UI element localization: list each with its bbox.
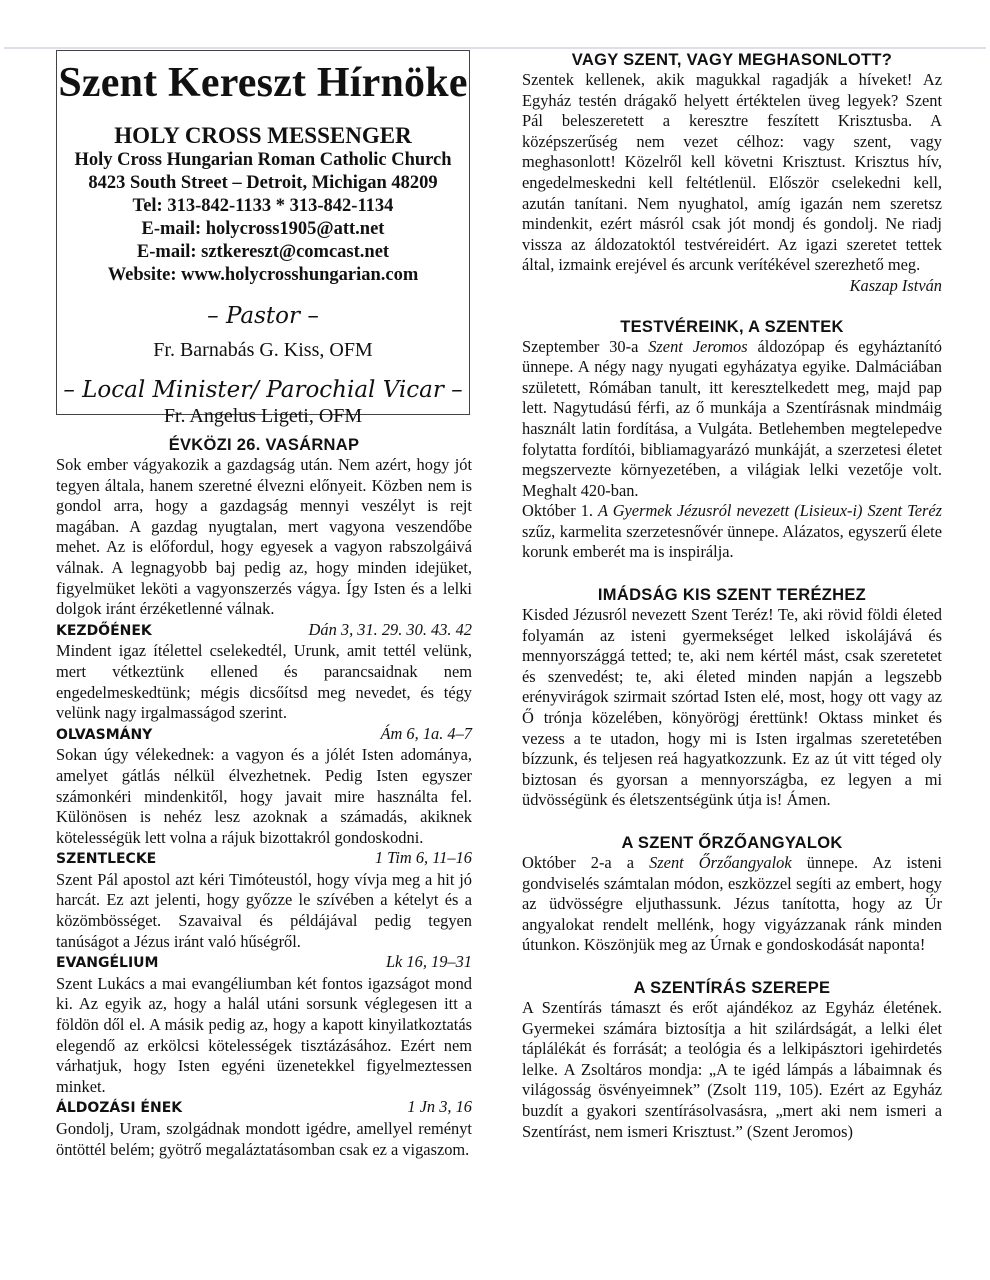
reading-item bbox=[56, 620, 472, 724]
masthead-box bbox=[56, 50, 470, 427]
brothers-paragraph-1: Szeptember 30-a Szent Jeromos áldozópap és egyháztanító ünnepe. A négy nagy nyugati egyházatya egyike. Dalmáciában született, Rómában tanult, itt keresztelkedett meg, majd pap lett. Nagytudású férfi, az ő munkája a Szentírásnak mindmáig használt latin fordítása, a Vulgáta. Betlehemben megtelepedve folytatta fordítói, bibliamagyarázó munkáját, a szerzetesi életet megszervezte környezetében, a világiak lelki vezetője volt. Meghalt 420-ban. bbox=[522, 336, 943, 500]
church-name: Holy Cross Hungarian Roman Catholic Church bbox=[74, 150, 452, 170]
reading-text: Szent Lukács a mai evangéliumban két fontos igazságot mond ki. Az egyik az, hogy a halál utáni sorsunk véglegesen itt a földön dől el. A másik pedig az, hogy a kapott kinyilatkoztatás elegendő az erkölcsi kötelességek tisztázásához. Ezért nem várhatjuk, hogy Isten egyéni üzenetekkel figyelmeztessen minket. bbox=[56, 973, 472, 1096]
reading-label: SZENTLECKE bbox=[56, 851, 157, 868]
reading-item bbox=[56, 724, 472, 849]
sunday-text: Sok ember vágyakozik a gazdagság után. Nem azért, hogy jót tegyen általa, hanem szeretné élvezni előnyeit. Közben nem is gondol arra, hogy a gazdagság mennyi veszélyt is rejt magában. A gazdag nyugtalan, mert vagyona veszendőbe mehet. Az is előfordul, hogy egyesek a vagyon rabszolgáivá válnak. A legnagyobb baj pedig az, hogy minden idejüket, figyelmüket leköti a vagyonszerzés vágya. Így Isten és a lelki dolgok iránt érzéketlenné válnak. bbox=[56, 455, 472, 619]
scripture-heading: A SZENTÍRÁS SZEREPE bbox=[633, 978, 831, 997]
right-column bbox=[522, 50, 942, 1142]
pastor-role: – Pastor – bbox=[207, 303, 319, 329]
reading-text: Szent Pál apostol azt kéri Timóteustól, hogy vívja meg a hit jó harcát. Ez azt jelenti, hogy győzze le szívében a kételyt és a közömbösséget. Szavaival és példájával pedig tegyen tanúságot a Jézus iránt való hűségről. bbox=[56, 869, 472, 951]
top-divider bbox=[4, 47, 986, 49]
reading-text: Sokan úgy vélekednek: a vagyon és a jólét Isten adománya, amelyet gátlás nélkül élvezhetnek. Pedig Isten egyszer számonkéri mindenkitől, hogy javait mire használta fel. Különösen is nehéz lesz azoknak a számadás, akiknek kötelességük lett volna a rájuk bizottakról gondoskodni. bbox=[56, 745, 472, 847]
prayer-section bbox=[522, 585, 942, 811]
saint-section bbox=[522, 50, 942, 297]
angels-section bbox=[522, 833, 942, 956]
reading-reference: Ám 6, 1a. 4–7 bbox=[380, 723, 472, 743]
church-email-1: E-mail: holycross1905@att.net bbox=[141, 219, 385, 239]
reading-reference: Lk 16, 19–31 bbox=[385, 952, 472, 972]
sunday-heading: ÉVKÖZI 26. VASÁRNAP bbox=[168, 436, 360, 454]
saint-heading: VAGY SZENT, VAGY MEGHASONLOTT? bbox=[571, 51, 893, 69]
church-address: 8423 South Street – Detroit, Michigan 48209 bbox=[88, 173, 438, 193]
reading-item bbox=[56, 952, 472, 1097]
angels-text: Október 2-a a Szent Őrzőangyalok ünnepe. Az isteni gondviselés számtalan módon, eszközzel segíti az embert, hogy az üdvösségre eljuthassunk. Jézus tanította, hogy az Úr angyalokat rendelt mellénk, hogy vigyázzanak ránk minden útunkon. Köszönjük meg az Úrnak e gondoskodását naponta! bbox=[522, 853, 942, 955]
church-email-2: E-mail: sztkereszt@comcast.net bbox=[136, 242, 390, 262]
left-column bbox=[56, 50, 472, 1160]
church-website: Website: www.holycrosshungarian.com bbox=[107, 265, 419, 285]
reading-text: Mindent igaz ítélettel cselekedtél, Urunk, amit tettél velünk, mert vétkeztünk ellened és parancsaidnak nem engedelmeskedtünk; mégis dicsőítsd meg nevedet, és tégy velünk nagy irgalmasságod szerint. bbox=[56, 641, 472, 723]
vicar-name: Fr. Angelus Ligeti, OFM bbox=[163, 405, 363, 427]
newsletter-title: Szent Kereszt Hírnöke bbox=[58, 60, 468, 106]
pastor-name: Fr. Barnabás G. Kiss, OFM bbox=[153, 339, 373, 361]
reading-item bbox=[56, 1097, 472, 1160]
newsletter-subtitle: HOLY CROSS MESSENGER bbox=[114, 123, 412, 148]
saint-text: Szentek kellenek, akik magukkal ragadják a híveket! Az Egyház testén drágakő helyett értéktelen üveg legyek? Szent Pál beleszeretett a keresztre feszített Krisztusba. A középszerűség nem vezet célhoz: vagy szent, vagy meghasonlott! Közelről kell követni Krisztust. Krisztus hív, engedelmeskedni kell feltétlenül. Először cselekedni kell, azután tanítani. Nem nyughatol, amíg igazán nem szeretsz mindenkit, ezért másról csak jót mondj és gondolj. Ne riadj vissza az áldozatoktól testvéreidért. Az igazi szeretet tettek által, izmaink erejével és arcunk verítékével szerezhető meg. bbox=[522, 70, 942, 275]
reading-label: KEZDŐÉNEK bbox=[56, 622, 152, 639]
reading-reference: 1 Jn 3, 16 bbox=[407, 1097, 472, 1117]
brothers-section bbox=[522, 317, 942, 564]
reading-label: ÁLDOZÁSI ÉNEK bbox=[56, 1100, 183, 1117]
reading-label: OLVASMÁNY bbox=[56, 726, 153, 743]
brothers-paragraph-2: Október 1. A Gyermek Jézusról nevezett (Lisieux-i) Szent Teréz szűz, karmelita szerzetesnővér ünnepe. Alázatos, egyszerű élete korunk emberét ma is inspirálja. bbox=[522, 501, 942, 562]
scripture-section bbox=[522, 978, 942, 1142]
readings-list bbox=[56, 620, 472, 1160]
reading-reference: 1 Tim 6, 11–16 bbox=[374, 848, 472, 868]
reading-item bbox=[56, 848, 472, 952]
church-phone: Tel: 313-842-1133 * 313-842-1134 bbox=[132, 196, 394, 216]
prayer-text: Kisded Jézusról nevezett Szent Teréz! Te, aki rövid földi életed folyamán az isteni gyermekséget lelked iskolájává és mennyországgá tetted; te, aki nem kértél mást, csak szeretetet és szenvedést; te, aki életed minden napján a legszebb erényvirágok szirmait szórtad Isten elé, most, hogy ott vagy az Ő trónja közelében, könyörögj érettünk! Oktass minket és vezess a te utadon, hogy mi is Isten irgalmas szeretetében bízzunk, és teljesen reá hagyatkozzunk. Ez az út vitt téged oly biztosan és gyorsan a mennyországba, ez legyen a mi üdvösségünk és életszentségünk útja is! Ámen. bbox=[522, 605, 942, 810]
saint-author: Kaszap István bbox=[849, 275, 942, 295]
reading-reference: Dán 3, 31. 29. 30. 43. 42 bbox=[308, 619, 472, 639]
brothers-heading: TESTVÉREINK, A SZENTEK bbox=[620, 317, 844, 336]
vicar-role: – Local Minister/ Parochial Vicar – bbox=[63, 377, 463, 403]
reading-text: Gondolj, Uram, szolgádnak mondott igédre, amellyel reményt öntöttél belém; gyötrő megaláztatásomban csak ez a vigaszom. bbox=[56, 1119, 472, 1159]
angels-heading: A SZENT ŐRZŐANGYALOK bbox=[621, 834, 843, 852]
sunday-section bbox=[56, 435, 472, 620]
scripture-text: A Szentírás támaszt és erőt ajándékoz az Egyház életének. Gyermekei számára biztosítja a hit szilárdságát, a lelki élet táplálékát és forrását; a teológia és a lelkipásztori igehirdetés lelke. A Zsoltáros mondja: „A te igéd lámpás a lábaimnak és világosság ösvényeimnek” (Zsolt 119, 105). Ezért az Egyház buzdít a gyakori szentírásolvasásra, „mert aki nem ismeri a Szentírást, nem ismeri Krisztust.” (Szent Jeromos) bbox=[522, 997, 942, 1141]
prayer-heading: IMÁDSÁG KIS SZENT TERÉZHEZ bbox=[597, 586, 867, 605]
reading-label: EVANGÉLIUM bbox=[56, 955, 159, 972]
